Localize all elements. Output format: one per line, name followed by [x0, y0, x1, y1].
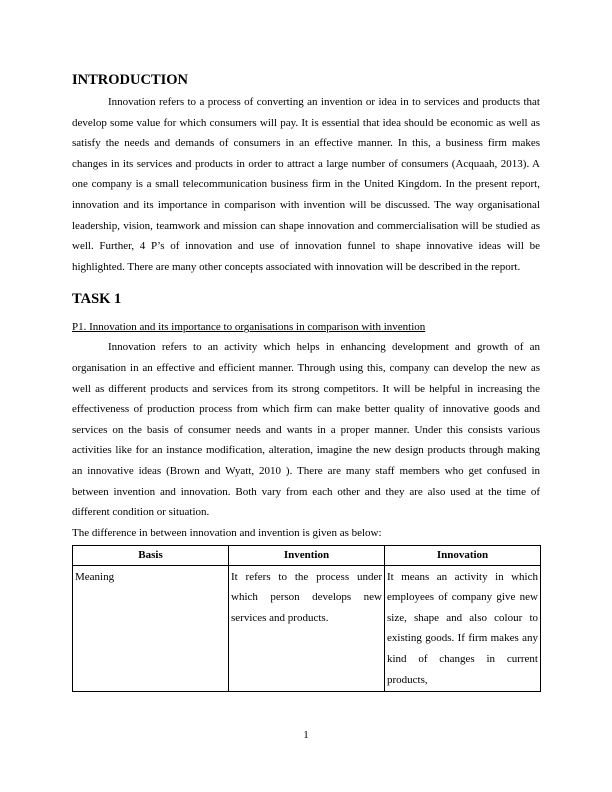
comparison-table — [72, 545, 541, 693]
section-spacer — [72, 277, 540, 287]
task1-heading: TASK 1 — [72, 291, 122, 308]
innovation-cell: It means an activity in which employees of company give new size, shape and also colour to existing goods. If firm makes any kind of changes in current products, — [385, 565, 541, 692]
task1-paragraph: Innovation refers to an activity which helps in enhancing development and growth of an organisation in an effective and efficient manner. Through using this, company can develop the new as well as different products and services from its strong competitors. It will be helpful in increasing the effectiveness of production process from which firm can make better quality of innovative goods and services on the basis of consumer needs and wants in a proper manner. Under this consists various activities like for an instance modification, alteration, imagine the new design products through making an innovative ideas (Brown and Wyatt, 2010 ). There are many staff members who get confused in between invention and innovation. Both vary from each other and they are also used at the time of different condition or situation. — [72, 341, 540, 519]
invention-cell: It refers to the process under which person develops new services and products. — [229, 565, 385, 692]
introduction-heading: INTRODUCTION — [72, 72, 189, 88]
page-content — [72, 68, 540, 692]
table-intro-text: The difference in between innovation and invention is given as below: — [72, 526, 382, 539]
table-header-row — [73, 545, 541, 565]
basis-cell: Meaning — [73, 565, 229, 692]
column-header-basis: Basis — [73, 545, 229, 565]
table-row — [73, 565, 541, 692]
page-number: 1 — [303, 729, 309, 741]
column-header-invention: Invention — [229, 545, 385, 565]
p1-subheading: P1. Innovation and its importance to organisations in comparison with invention — [72, 321, 426, 334]
introduction-paragraph: Innovation refers to a process of converting an invention or idea in to services and products that develop some value for which consumers will pay. It is essential that idea should be economic as well as satisfy the needs and demands of consumers in an effective manner. In this, a business firm makes changes in its services and products in order to attract a large number of consumers (Acquaah, 2013). A one company is a small telecommunication business firm in the United Kingdom. In the present report, innovation and its importance in comparison with invention will be discussed. The way organisational leadership, vision, teamwork and mission can shape innovation and commercialisation will be studied as well. Further, 4 P’s of innovation and use of innovation funnel to shape innovative ideas will be highlighted. There are many other concepts associated with innovation will be described in the report. — [72, 96, 540, 273]
column-header-innovation: Innovation — [385, 545, 541, 565]
